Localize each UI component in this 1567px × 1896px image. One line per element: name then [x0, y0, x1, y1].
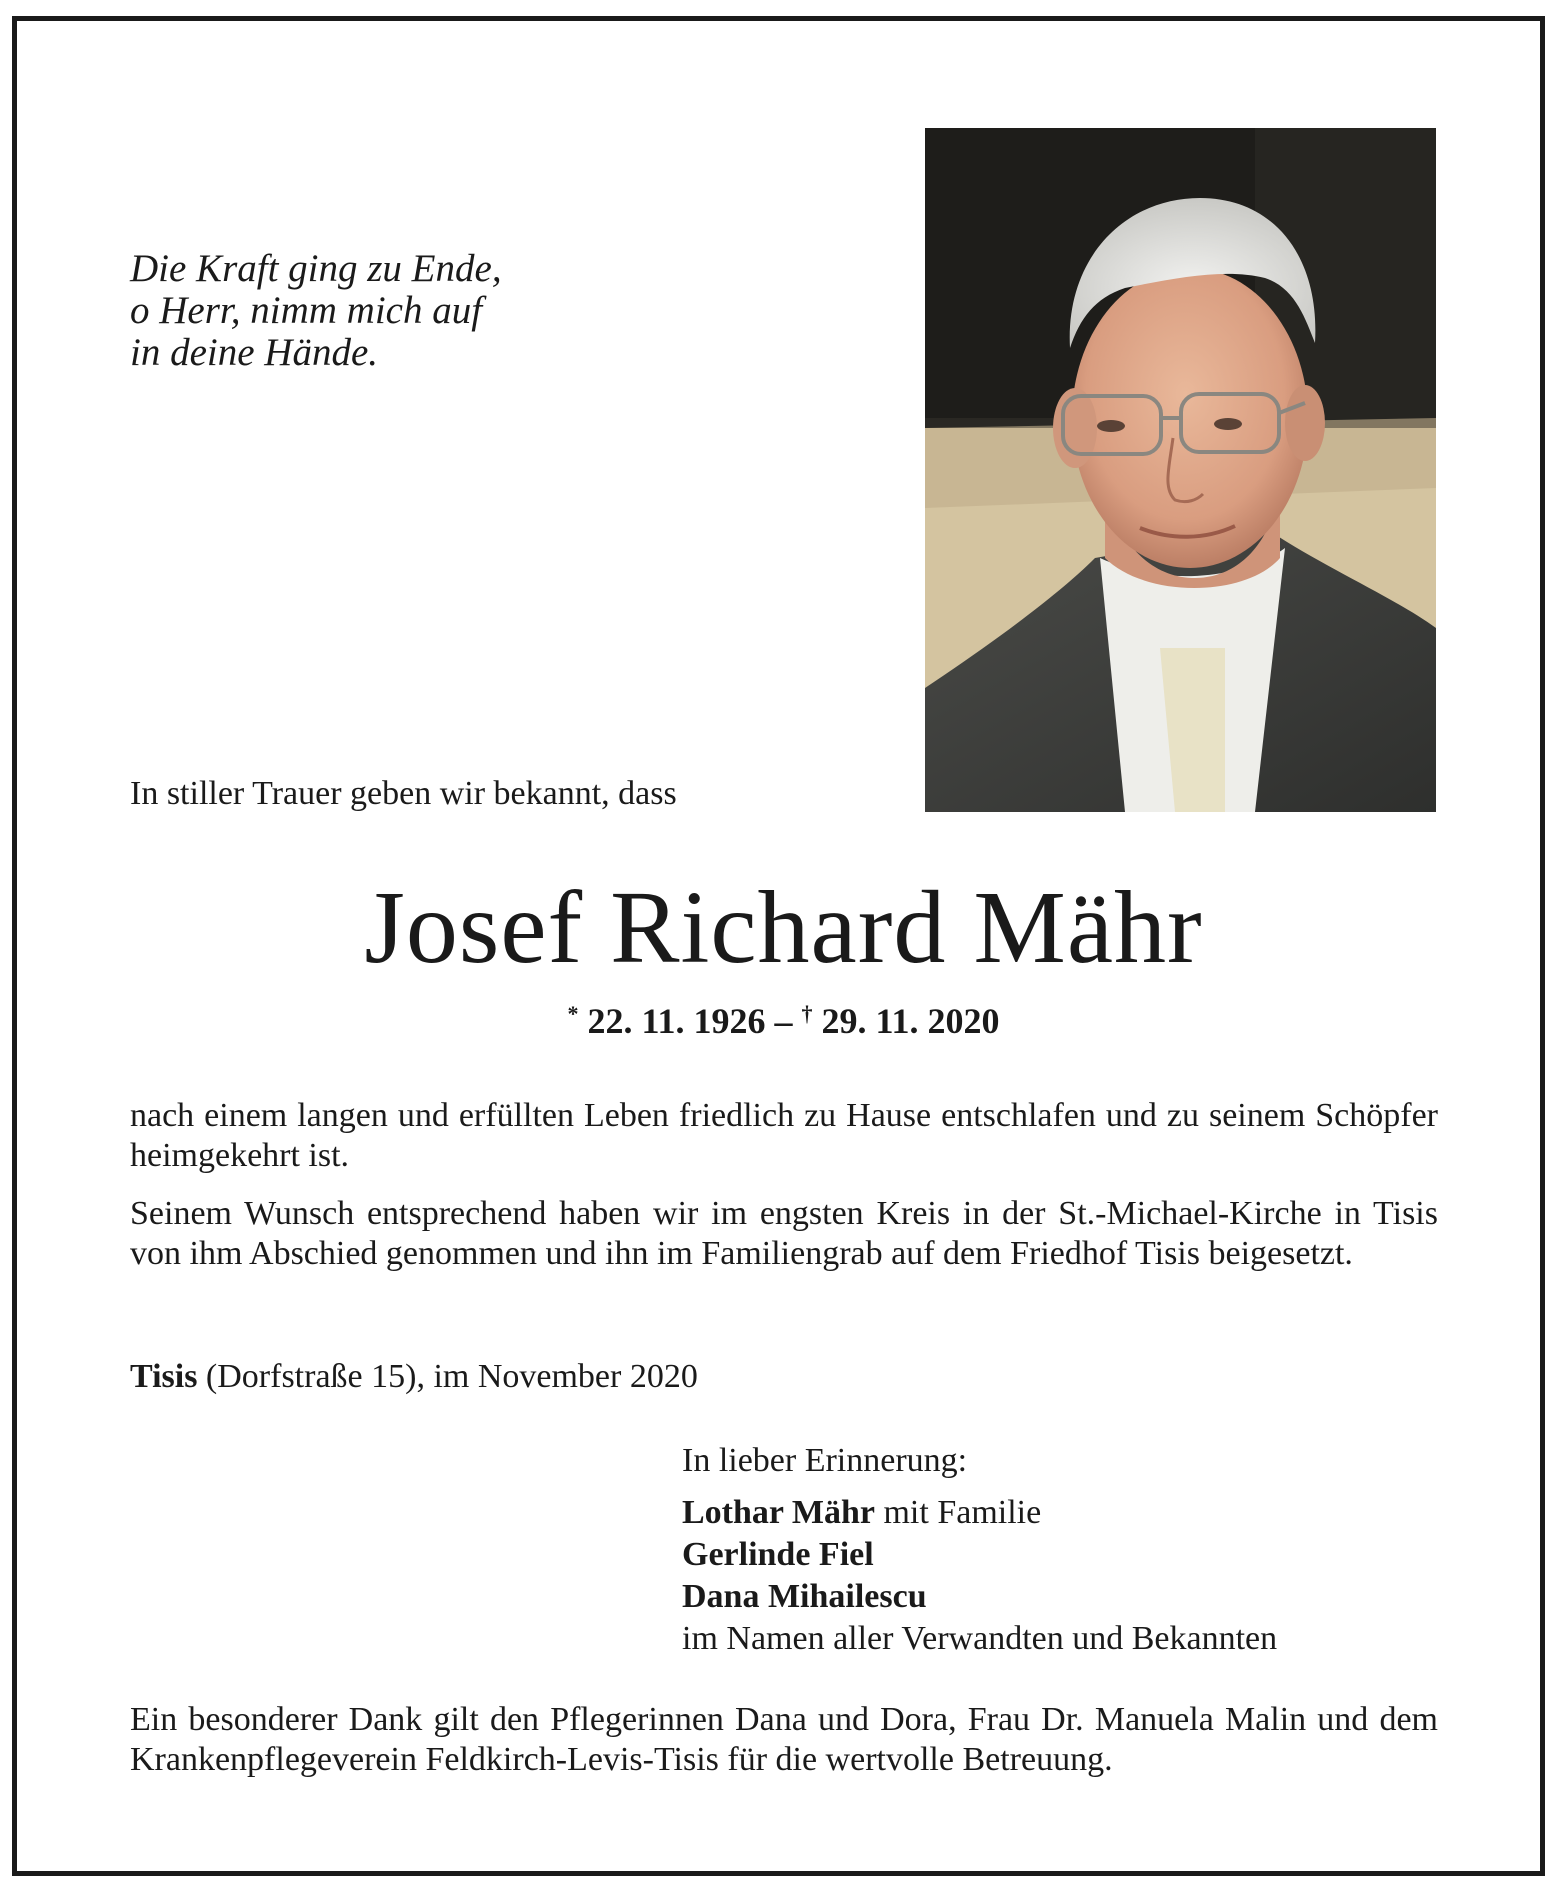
signoff-closing: im Namen aller Verwandten und Bekannten	[682, 1620, 1278, 1657]
place-rest: (Dorfstraße 15), im November 2020	[197, 1358, 698, 1395]
birth-symbol: *	[567, 1001, 579, 1026]
portrait-photo	[925, 128, 1436, 812]
mourner-name: Lothar Mähr	[682, 1494, 875, 1531]
mourner-name: Gerlinde Fiel	[682, 1536, 874, 1573]
mourner-line	[682, 1492, 1277, 1534]
paragraph-passing: nach einem langen und erfüllten Leben friedlich zu Hause entschlafen und zu seinem Schöpfer heimgekehrt ist.	[130, 1097, 1438, 1174]
mourner-line	[682, 1576, 1277, 1618]
birth-date: 22. 11. 1926	[587, 1001, 766, 1041]
place-and-date	[130, 1358, 698, 1396]
quote-line: o Herr, nimm mich auf	[130, 289, 483, 332]
memorial-quote	[130, 248, 690, 374]
deceased-name: Josef Richard Mähr	[364, 870, 1203, 985]
mourner-line	[682, 1534, 1277, 1576]
death-symbol: †	[801, 1001, 813, 1026]
signoff-block	[682, 1440, 1277, 1660]
death-date: 29. 11. 2020	[821, 1001, 1000, 1041]
life-dates	[0, 1000, 1567, 1042]
thanks-paragraph: Ein besonderer Dank gilt den Pflegerinnen Dana und Dora, Frau Dr. Manuela Malin und dem Krankenpflegeverein Feldkirch-Levis-Tisis für die wertvolle Betreuung.	[130, 1701, 1438, 1778]
quote-line: Die Kraft ging zu Ende,	[130, 247, 502, 290]
mourner-name: Dana Mihailescu	[682, 1578, 927, 1615]
quote-line: in deine Hände.	[130, 331, 379, 374]
signoff-heading: In lieber Erinnerung:	[682, 1442, 968, 1479]
paragraph-burial: Seinem Wunsch entsprechend haben wir im engsten Kreis in der St.-Michael-Kirche in Tisis von ihm Abschied genommen und ihn im Familiengrab auf dem Friedhof Tisis beigesetzt.	[130, 1195, 1438, 1272]
place-town: Tisis	[130, 1358, 198, 1395]
announcement-intro: In stiller Trauer geben wir bekannt, dass	[130, 775, 677, 812]
date-separator: –	[774, 1001, 793, 1041]
mourner-suffix: mit Familie	[874, 1494, 1042, 1531]
